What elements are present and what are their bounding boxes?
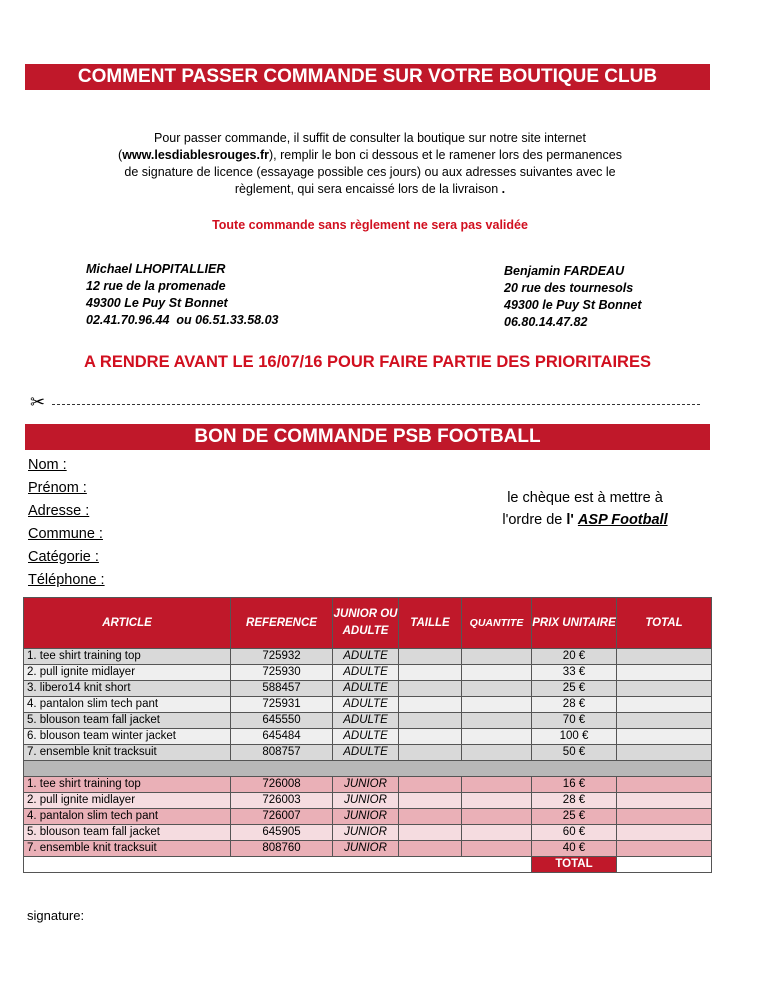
category-cell: JUNIOR (333, 825, 399, 841)
category-cell: JUNIOR (333, 809, 399, 825)
category-cell: ADULTE (333, 665, 399, 681)
col-reference: REFERENCE (231, 598, 333, 649)
table-header-row (24, 598, 712, 649)
total-cell[interactable] (617, 729, 712, 745)
price-cell: 25 € (532, 681, 617, 697)
intro-text-2: ), remplir le bon ci dessous et le ramener lors des permanences de signature de licence (essayage possible ces jours) ou aux adresses suivantes avec le règlement, qui sera encaissé lors de la livraison (124, 148, 622, 196)
price-cell: 100 € (532, 729, 617, 745)
total-cell[interactable] (617, 665, 712, 681)
reference-cell: 726008 (231, 777, 333, 793)
page-title-banner (25, 64, 710, 90)
category-cell: JUNIOR (333, 841, 399, 857)
article-cell: 1. tee shirt training top (24, 777, 231, 793)
quantite-input[interactable] (462, 809, 532, 825)
separator-cell (24, 761, 712, 777)
taille-input[interactable] (399, 745, 462, 761)
table-row (24, 729, 712, 745)
price-cell: 60 € (532, 825, 617, 841)
taille-input[interactable] (399, 825, 462, 841)
article-cell: 5. blouson team fall jacket (24, 713, 231, 729)
quantite-input[interactable] (462, 793, 532, 809)
reference-cell: 808760 (231, 841, 333, 857)
reference-cell: 645484 (231, 729, 333, 745)
contact-name: Benjamin FARDEAU (504, 264, 625, 278)
article-cell: 1. tee shirt training top (24, 649, 231, 665)
reference-cell: 588457 (231, 681, 333, 697)
website-link[interactable]: www.lesdiablesrouges.fr (122, 148, 270, 162)
col-quantite: QUANTITE (462, 598, 532, 649)
table-row (24, 745, 712, 761)
order-form-title: BON DE COMMANDE PSB FOOTBALL (194, 426, 541, 447)
order-form-banner (25, 424, 710, 450)
reference-cell: 726003 (231, 793, 333, 809)
grand-total-input[interactable] (617, 857, 712, 873)
total-spacer (24, 857, 532, 873)
table-row (24, 825, 712, 841)
cheque-payee: ASP Football (577, 512, 668, 528)
quantite-input[interactable] (462, 777, 532, 793)
quantite-input[interactable] (462, 713, 532, 729)
col-prix: PRIX UNITAIRE (532, 598, 617, 649)
total-cell[interactable] (617, 809, 712, 825)
field-categorie[interactable]: Catégorie : (28, 549, 99, 565)
quantite-input[interactable] (462, 649, 532, 665)
price-cell: 25 € (532, 809, 617, 825)
table-row (24, 665, 712, 681)
article-cell: 7. ensemble knit tracksuit (24, 841, 231, 857)
contact-name: Michael LHOPITALLIER (86, 262, 226, 276)
taille-input[interactable] (399, 697, 462, 713)
quantite-input[interactable] (462, 665, 532, 681)
quantite-input[interactable] (462, 697, 532, 713)
total-cell[interactable] (617, 745, 712, 761)
contact-city: 49300 Le Puy St Bonnet (86, 296, 228, 310)
cheque-prefix: l' (566, 512, 574, 528)
intro-text-1: Pour passer commande, il suffit de consulter la boutique sur notre site internet ( (118, 131, 586, 162)
field-nom[interactable]: Nom : (28, 457, 67, 473)
taille-input[interactable] (399, 841, 462, 857)
grand-total-label: TOTAL (532, 857, 617, 873)
field-commune[interactable]: Commune : (28, 526, 103, 542)
scissors-icon: ✂ (30, 392, 46, 412)
reference-cell: 725930 (231, 665, 333, 681)
col-taille: TAILLE (399, 598, 462, 649)
total-cell[interactable] (617, 841, 712, 857)
reference-cell: 725932 (231, 649, 333, 665)
price-cell: 28 € (532, 697, 617, 713)
total-cell[interactable] (617, 681, 712, 697)
article-cell: 4. pantalon slim tech pant (24, 809, 231, 825)
price-cell: 28 € (532, 793, 617, 809)
dashed-divider (52, 404, 700, 405)
intro-text-end: . (498, 182, 506, 196)
total-cell[interactable] (617, 825, 712, 841)
quantite-input[interactable] (462, 745, 532, 761)
contact-card-2 (504, 263, 642, 331)
customer-fields (28, 454, 105, 592)
reference-cell: 808757 (231, 745, 333, 761)
quantite-input[interactable] (462, 681, 532, 697)
taille-input[interactable] (399, 713, 462, 729)
category-cell: ADULTE (333, 697, 399, 713)
contact-phone: 02.41.70.96.44 ou 06.51.33.58.03 (86, 313, 279, 327)
taille-input[interactable] (399, 681, 462, 697)
contact-street: 12 rue de la promenade (86, 279, 226, 293)
page-title: COMMENT PASSER COMMANDE SUR VOTRE BOUTIQUE CLUB (77, 66, 658, 87)
article-cell: 2. pull ignite midlayer (24, 793, 231, 809)
field-telephone[interactable]: Téléphone : (28, 572, 105, 588)
col-junior-adulte: JUNIOR OU ADULTE (333, 598, 399, 649)
category-cell: ADULTE (333, 649, 399, 665)
cheque-text: le chèque est à mettre à l'ordre de (502, 490, 663, 528)
article-cell: 2. pull ignite midlayer (24, 665, 231, 681)
article-cell: 5. blouson team fall jacket (24, 825, 231, 841)
taille-input[interactable] (399, 777, 462, 793)
col-article: ARTICLE (24, 598, 231, 649)
reference-cell: 725931 (231, 697, 333, 713)
price-cell: 50 € (532, 745, 617, 761)
article-cell: 3. libero14 knit short (24, 681, 231, 697)
total-cell[interactable] (617, 649, 712, 665)
quantite-input[interactable] (462, 729, 532, 745)
field-adresse[interactable]: Adresse : (28, 503, 90, 519)
reference-cell: 645550 (231, 713, 333, 729)
taille-input[interactable] (399, 649, 462, 665)
contact-city: 49300 le Puy St Bonnet (504, 298, 642, 312)
taille-input[interactable] (399, 665, 462, 681)
category-cell: JUNIOR (333, 793, 399, 809)
taille-input[interactable] (399, 729, 462, 745)
total-cell[interactable] (617, 697, 712, 713)
table-row (24, 697, 712, 713)
article-cell: 6. blouson team winter jacket (24, 729, 231, 745)
total-cell[interactable] (617, 713, 712, 729)
warning-text: Toute commande sans règlement ne sera pas validée (212, 218, 528, 232)
reference-cell: 645905 (231, 825, 333, 841)
taille-input[interactable] (399, 793, 462, 809)
contact-card-1 (86, 261, 279, 329)
price-cell: 40 € (532, 841, 617, 857)
total-cell[interactable] (617, 777, 712, 793)
grand-total-row (24, 857, 712, 873)
intro-paragraph (110, 130, 630, 198)
quantite-input[interactable] (462, 825, 532, 841)
table-row (24, 649, 712, 665)
contact-street: 20 rue des tournesols (504, 281, 634, 295)
category-cell: ADULTE (333, 681, 399, 697)
article-cell: 4. pantalon slim tech pant (24, 697, 231, 713)
contact-phone: 06.80.14.47.82 (504, 315, 588, 329)
quantite-input[interactable] (462, 841, 532, 857)
price-cell: 33 € (532, 665, 617, 681)
taille-input[interactable] (399, 809, 462, 825)
table-row (24, 777, 712, 793)
table-row (24, 713, 712, 729)
table-row (24, 681, 712, 697)
table-row (24, 809, 712, 825)
table-row (24, 793, 712, 809)
category-cell: ADULTE (333, 745, 399, 761)
deadline-notice: A RENDRE AVANT LE 16/07/16 POUR FAIRE PARTIE DES PRIORITAIRES (84, 353, 651, 371)
cheque-note (490, 487, 680, 531)
category-cell: ADULTE (333, 729, 399, 745)
price-cell: 20 € (532, 649, 617, 665)
signature-label: signature: (27, 908, 85, 923)
cut-line (30, 392, 700, 412)
total-cell[interactable] (617, 793, 712, 809)
category-cell: ADULTE (333, 713, 399, 729)
price-cell: 16 € (532, 777, 617, 793)
field-prenom[interactable]: Prénom : (28, 480, 87, 496)
category-cell: JUNIOR (333, 777, 399, 793)
section-separator-row (24, 761, 712, 777)
reference-cell: 726007 (231, 809, 333, 825)
article-cell: 7. ensemble knit tracksuit (24, 745, 231, 761)
table-row (24, 841, 712, 857)
price-cell: 70 € (532, 713, 617, 729)
col-total: TOTAL (617, 598, 712, 649)
order-table (23, 597, 712, 873)
